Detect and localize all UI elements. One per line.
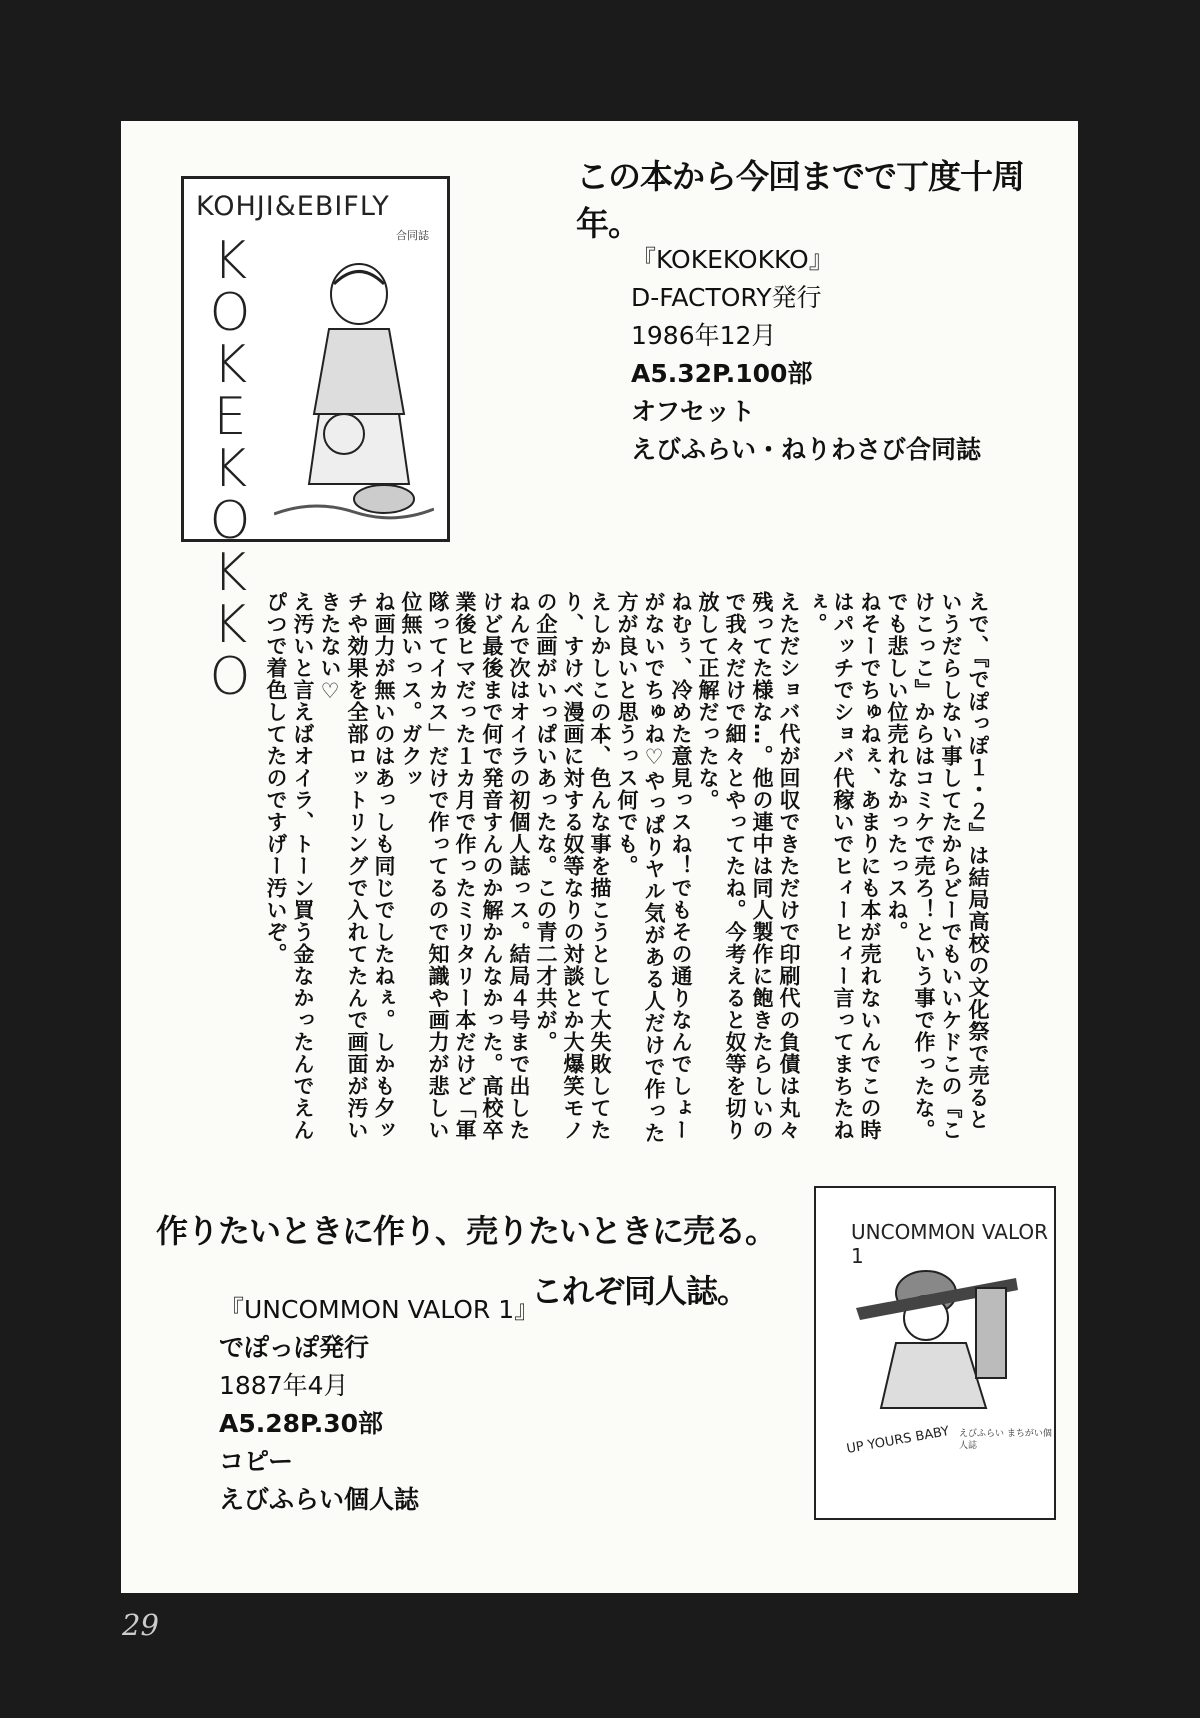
book2-publisher: でぽっぽ発行: [219, 1333, 370, 1362]
book2-print: コピー: [219, 1447, 294, 1476]
cover2-note: えびふらい まちがい個人誌: [959, 1429, 1052, 1451]
cover-vertical-title: KOKEKOKKO: [200, 231, 260, 699]
dialogue-text: [211, 591, 991, 1151]
dialogue-line: ね画力が無いのはあっしも同じでしたねぇ。しかも夕ッチや効果を全部ロットリングで入れてたんで画面が汚いきたない♡: [318, 591, 396, 1141]
dialogue-line: えで、『でぽっぽ１・２』は結局高校の文化祭で売るというだらしない事してたからどーでもいいケドこの『こけこっこ』からはコミケで売ろ！という事で作ったな。でも悲しい位売れなかったっスね。: [885, 591, 990, 1141]
girl-illustration: [274, 254, 434, 524]
book1-specs: A5.32P.100部: [631, 359, 813, 388]
uncommon-valor-cover: [814, 1186, 1056, 1520]
cover2-tag: UP YOURS BABY: [845, 1424, 951, 1457]
book2-note: えびふらい個人誌: [219, 1485, 420, 1514]
soldier-illustration: [856, 1248, 1026, 1418]
headline-bottom-2: これぞ同人誌。: [531, 1272, 749, 1310]
dialogue-line: ねそーでちゅねぇ、あまりにも本が売れないんでこの時はパッチでショバ代稼いでヒィーヒィー言ってまちたねぇ。: [804, 591, 882, 1141]
book2-specs: A5.28P.30部: [219, 1409, 384, 1438]
dialogue-line: ねんで次はオイラの初個人誌っス。結局４号まで出したけど最後まで何で発音すんのか解かんなかった。高校卒業後ヒマだった１カ月で作ったミリタリー本だけど「軍隊ってイカス」だけで作ってるので知識や画力が悲しい位無いっス。ガクッ: [399, 591, 531, 1141]
book1-date: 1986年12月: [631, 321, 777, 350]
dialogue-line: え汚いと言えばオイラ、トーン買う金なかったんでえんぴつで着色してたのですげー汚いぞ。: [264, 591, 315, 1141]
dialogue-line: えしかしこの本、色んな事を描こうとして大失敗してたり、すけべ漫画に対する奴等なりの対談とか大爆笑モノの企画がいっぱいあったな。この青二才共が。: [534, 591, 612, 1141]
book1-info: [631, 241, 981, 469]
headline-top: この本から今回までで丁度十周年。: [576, 157, 1024, 243]
cover-title: KOHJI&EBIFLY: [196, 191, 390, 222]
book1-title: 『KOKEKOKKO』: [631, 245, 834, 274]
book2-title: 『UNCOMMON VALOR 1』: [219, 1295, 540, 1324]
cover-subtitle: 合同誌: [396, 229, 429, 242]
kokekokko-cover: [181, 176, 450, 699]
dialogue-line: えただショバ代が回収できただけで印刷代の負債は丸々残ってた様な…。他の連中は同人製作に飽きたらしいので我々だけで細々とやってたね。今考えると奴等を切り放して正解だったな。: [696, 591, 801, 1141]
cover2-title: UNCOMMON VALOR 1: [851, 1220, 1049, 1268]
book1-print: オフセット: [631, 397, 756, 426]
dialogue-line: ねむぅ、冷めた意見っスね！でもその通りなんでしょーがないでちゅね♡やっぱりヤル気がある人だけで作った方が良いと思うっス何でも。: [615, 591, 693, 1144]
document-page: [121, 121, 1078, 1593]
book1-note: えびふらい・ねりわさび合同誌: [631, 435, 982, 464]
headline-bottom-1: 作りたいときに作り、売りたいときに売る。: [156, 1212, 777, 1250]
book2-info: [219, 1291, 539, 1519]
page-number: 29: [122, 1608, 159, 1642]
book2-date: 1887年4月: [219, 1371, 349, 1400]
book1-publisher: D-FACTORY発行: [631, 283, 822, 312]
